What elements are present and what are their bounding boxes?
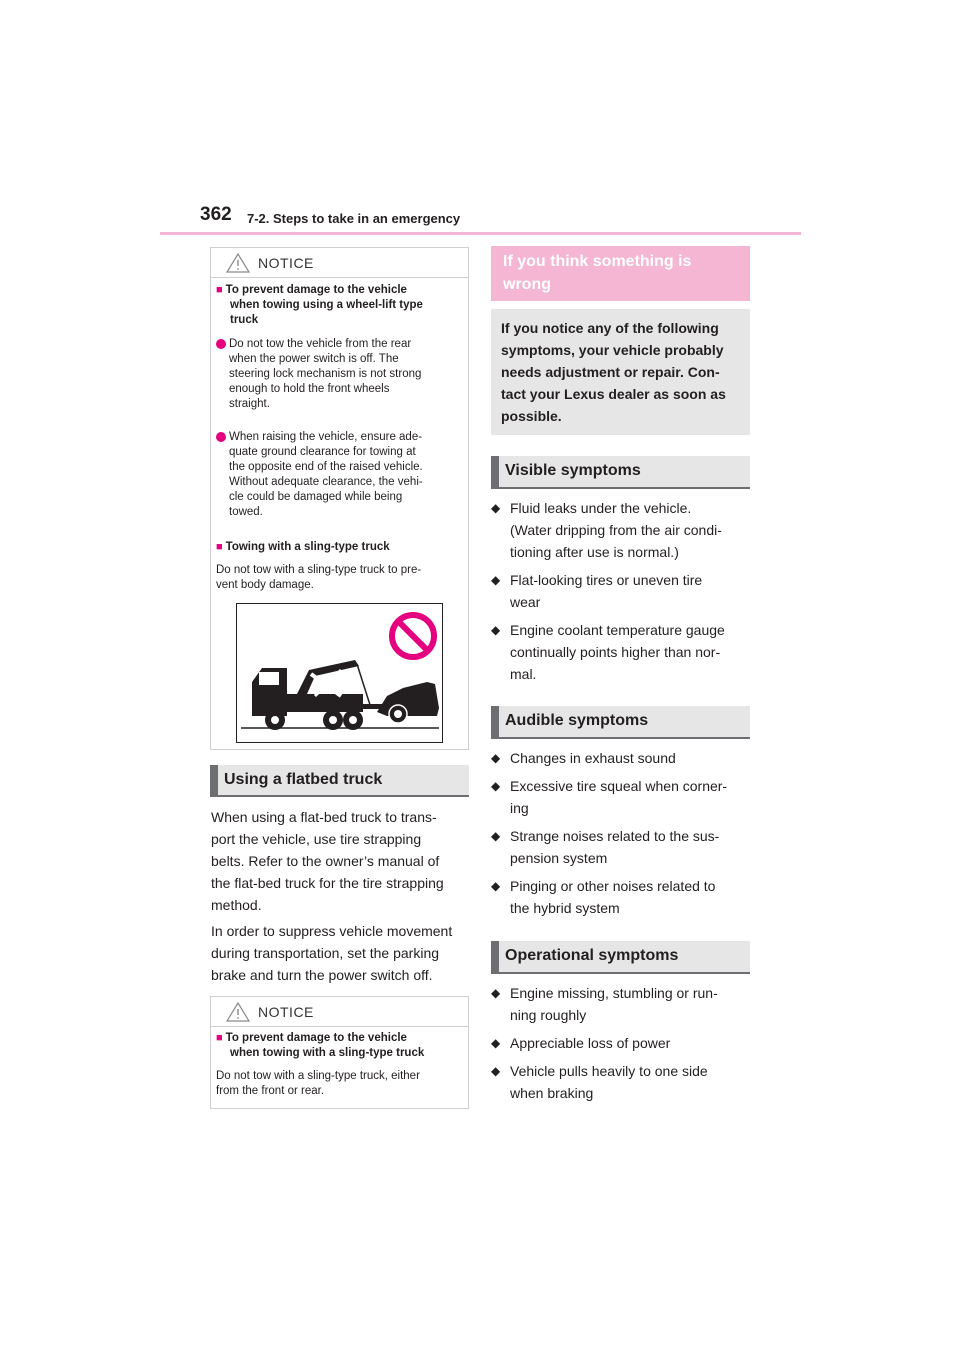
list-item: ◆ Strange noises related to the sus- pension system (491, 825, 756, 869)
square-bullet-icon: ■ (216, 284, 223, 296)
diamond-bullet-icon: ◆ (491, 751, 501, 765)
list-item: ◆ Changes in exhaust sound (491, 747, 756, 769)
diamond-bullet-icon: ◆ (491, 501, 501, 515)
warning-triangle-icon (226, 1002, 250, 1022)
list-item: ◆ Flat-looking tires or uneven tire wear (491, 569, 756, 613)
notice-text-sling-type: Do not tow with a sling-type truck to pre- vent body damage. (216, 564, 422, 591)
flatbed-paragraph-2: In order to suppress vehicle movement during transportation, set the parking brake and turn the power switch off. (211, 923, 453, 983)
diamond-bullet-icon: ◆ (491, 779, 501, 793)
notice-header (211, 997, 468, 1027)
notice-label: NOTICE (258, 1004, 314, 1020)
section-heading-visible-symptoms: Visible symptoms (491, 456, 750, 489)
warning-triangle-icon (226, 253, 250, 273)
diamond-bullet-icon: ◆ (491, 1036, 501, 1050)
intro-box: If you notice any of the following symptoms, your vehicle probably needs adjustment or repair. Con- tact your Lexus dealer as soon as possible. (491, 309, 750, 435)
section-title: 7-2. Steps to take in an emergency (247, 211, 461, 226)
page-number: 362 (200, 204, 232, 225)
section-heading-operational-symptoms: Operational symptoms (491, 941, 750, 974)
list-item: ◆ Pinging or other noises related to the hybrid system (491, 875, 756, 919)
tow-truck-illustration-icon (237, 604, 442, 742)
notice-subheading-sling-type: ■ To prevent damage to the vehicle when towing with a sling-type truck (216, 1032, 425, 1059)
list-item: ◆ Vehicle pulls heavily to one side when braking (491, 1060, 756, 1104)
notice-box-wheel-lift: NOTICE ■ To prevent damage to the vehicle when towing using a wheel-lift type truck Do not tow the vehicle from the rear when the power switch is off. The steering lock mechanism is not strong enough to hold the front wheels straight. When raising the vehicle, ensure ade- quate ground clearance for towing at the opposite end of the raised vehicle. Without adequate clearance, the vehi- cle could be damaged while being towed. ■ Towing with a sling-type truck Do not tow with a sling-type truck to pre- vent body damage. (210, 247, 469, 750)
sling-tow-illustration (236, 603, 443, 743)
round-bullet-icon (216, 432, 226, 442)
diamond-bullet-icon: ◆ (491, 573, 501, 587)
diamond-bullet-icon: ◆ (491, 1064, 501, 1078)
notice-header (211, 248, 468, 278)
diamond-bullet-icon: ◆ (491, 623, 501, 637)
square-bullet-icon: ■ (216, 1032, 223, 1044)
list-item: ◆ Engine coolant temperature gauge continually points higher than nor- mal. (491, 619, 756, 685)
notice-text-sling-type: Do not tow with a sling-type truck, either from the front or rear. (216, 1070, 420, 1097)
round-bullet-icon (216, 339, 226, 349)
section-heading-flatbed: Using a flatbed truck (210, 765, 469, 797)
diamond-bullet-icon: ◆ (491, 986, 501, 1000)
prohibition-sign-icon (392, 615, 434, 657)
diamond-bullet-icon: ◆ (491, 879, 501, 893)
diamond-bullet-icon: ◆ (491, 829, 501, 843)
flatbed-paragraph-1: When using a flat-bed truck to trans- port the vehicle, use tire strapping belts. Refer to the owner’s manual of the flat-bed truck for the tire strapping method. (211, 809, 444, 913)
section-heading-audible-symptoms: Audible symptoms (491, 706, 750, 739)
list-item: ◆ Appreciable loss of power (491, 1032, 756, 1054)
notice-subheading-wheel-lift: ■ To prevent damage to the vehicle when towing using a wheel-lift type truck (216, 284, 423, 326)
header-rule (160, 232, 801, 235)
list-item: ◆ Engine missing, stumbling or run- ning roughly (491, 982, 756, 1026)
notice-label: NOTICE (258, 255, 314, 271)
notice-subheading-sling-type: ■ Towing with a sling-type truck (216, 541, 390, 553)
section-banner-something-wrong: If you think something is wrong (491, 246, 750, 301)
list-item: ◆ Excessive tire squeal when corner- ing (491, 775, 756, 819)
square-bullet-icon: ■ (216, 541, 223, 553)
notice-box-sling-type (210, 996, 469, 1109)
list-item: ◆ Fluid leaks under the vehicle. (Water dripping from the air condi- tioning after use is normal.) (491, 497, 756, 563)
